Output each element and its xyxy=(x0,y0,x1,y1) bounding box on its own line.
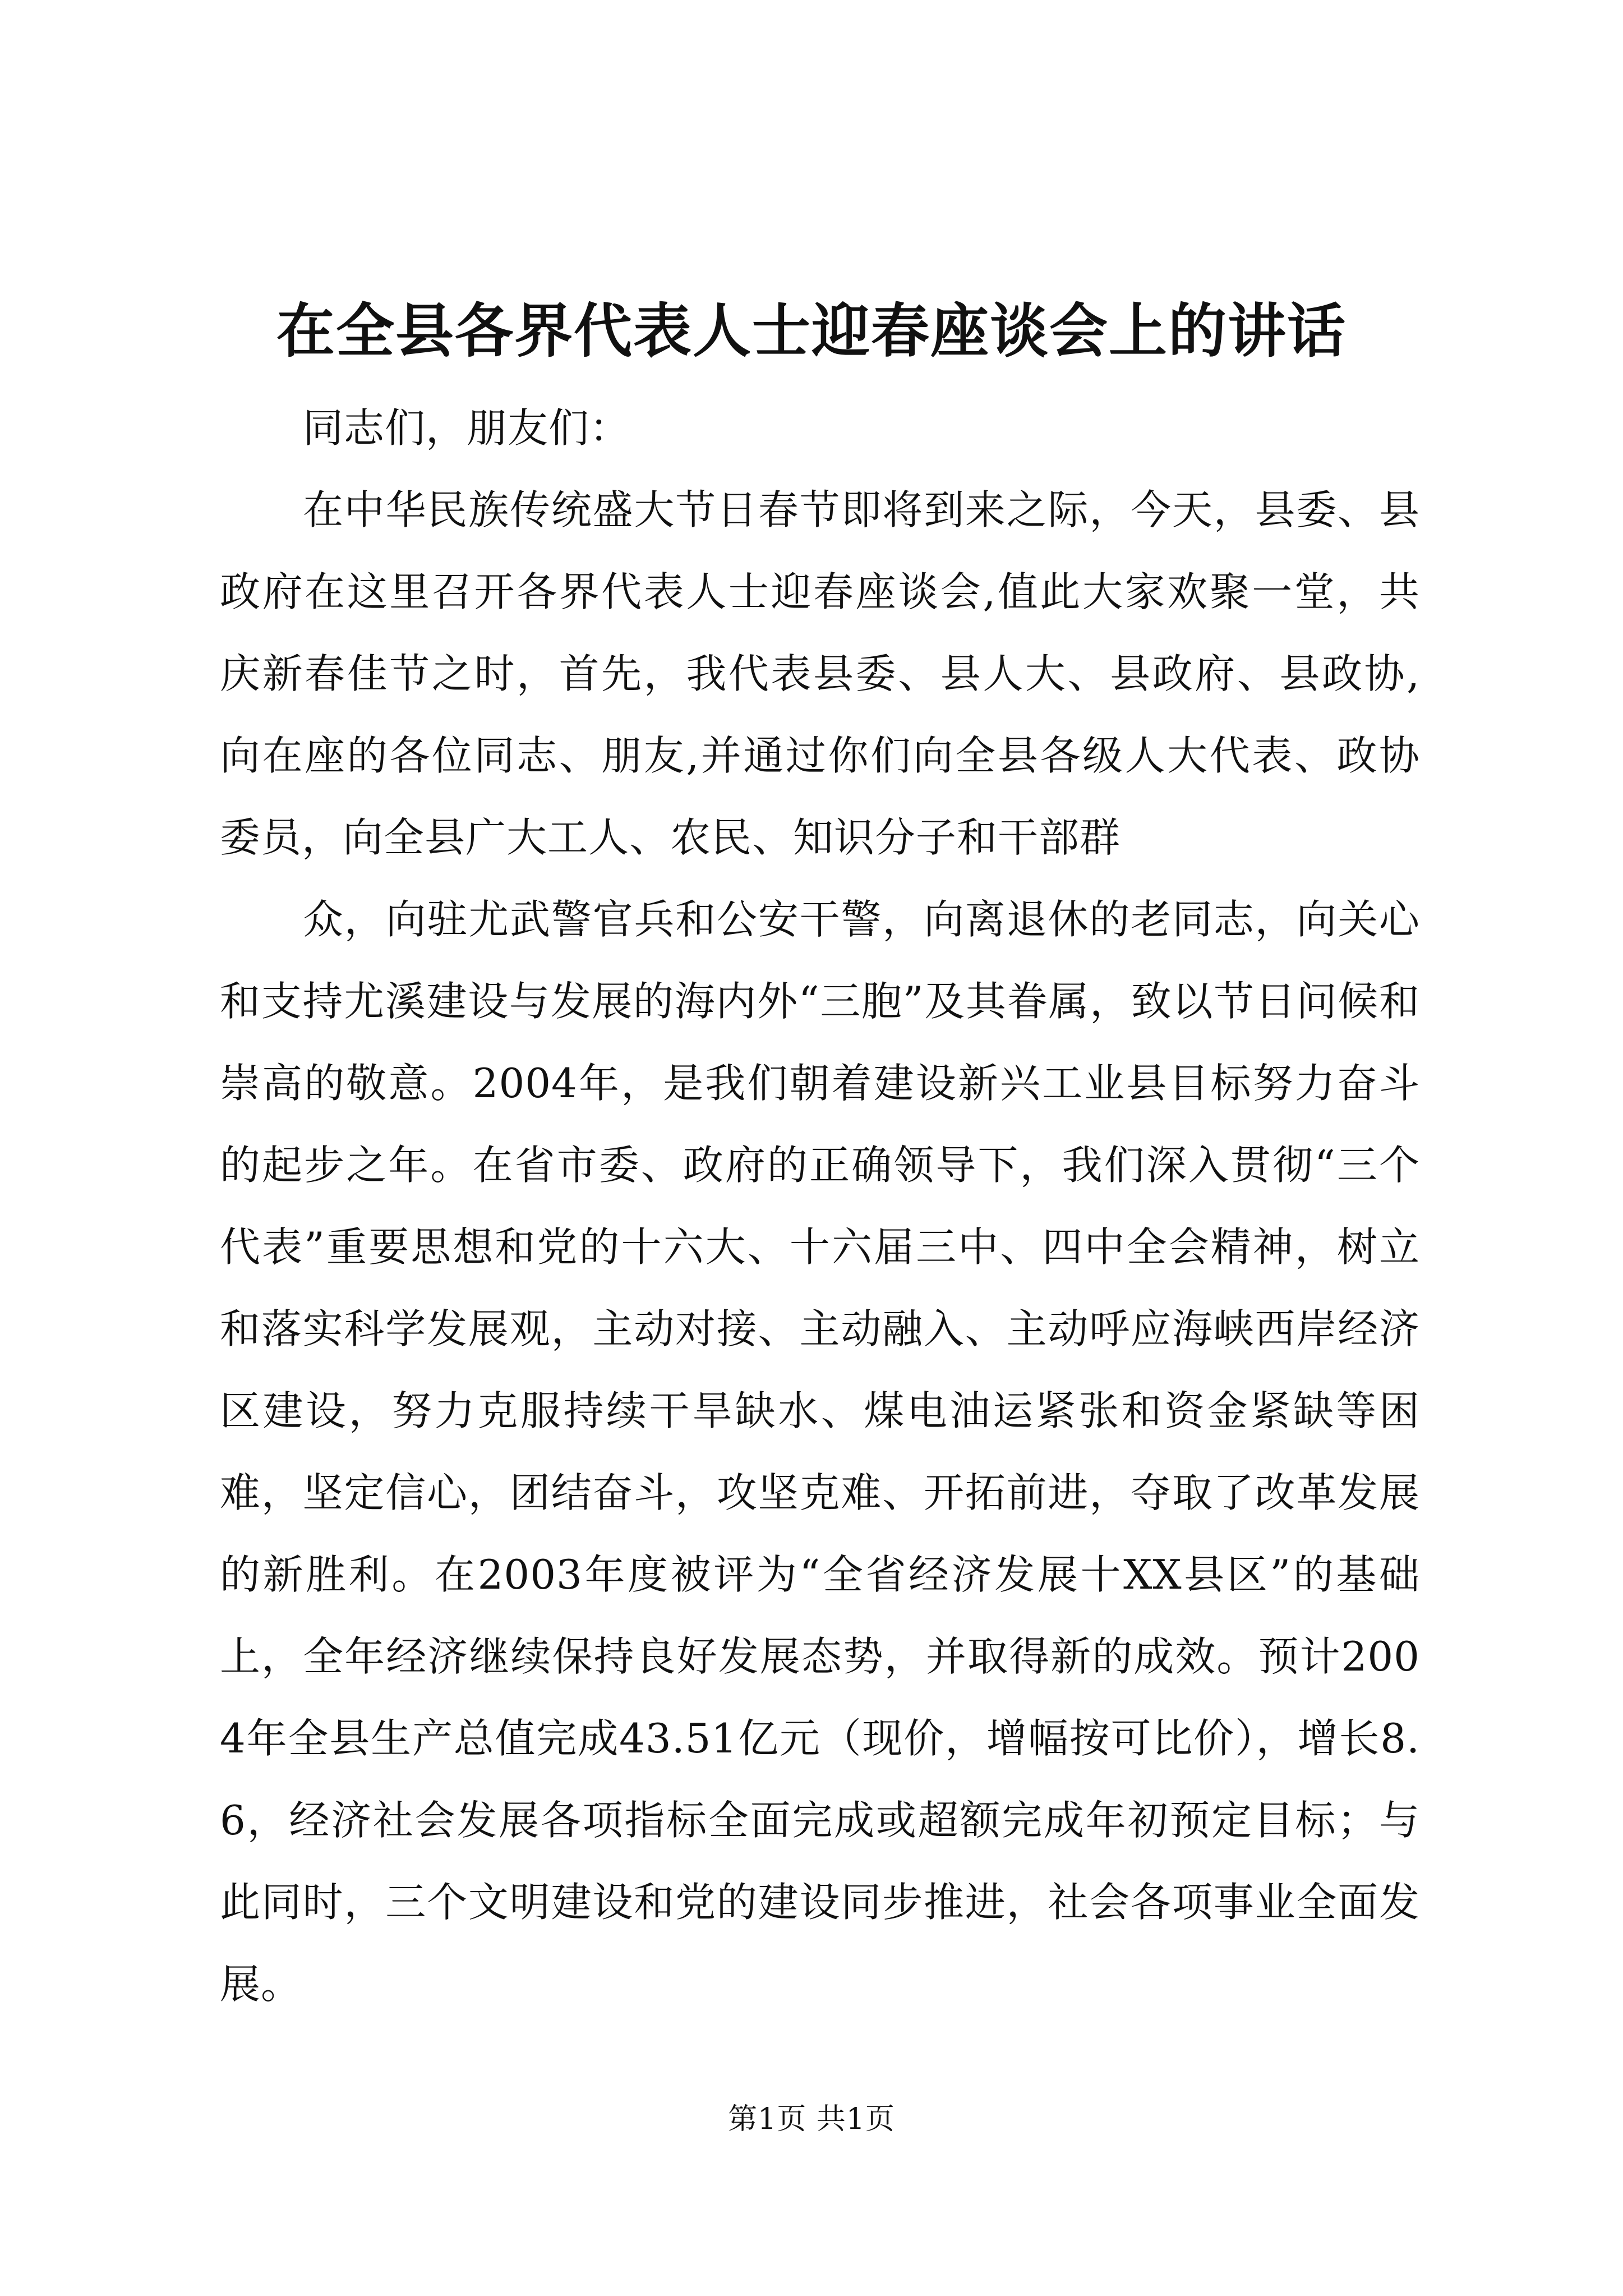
document-title: 在全县各界代表人士迎春座谈会上的讲话 xyxy=(276,296,1347,365)
paragraph-greeting: 在中华民族传统盛大节日春节即将到来之际，今天，县委、县政府在这里召开各界代表人士迎春座谈会,值此大家欢聚一堂，共庆新春佳节之时，首先，我代表县委、县人大、县政府、县政协,向在座的各位同志、朋友,并通过你们向全县各级人大代表、政协委员，向全县广大工人、农民、知识分子和干部群 xyxy=(220,486,1420,861)
paragraph-review: 众，向驻尤武警官兵和公安干警，向离退休的老同志，向关心和支持尤溪建设与发展的海内外“三胞”及其眷属，致以节日问候和崇高的敬意。2004年，是我们朝着建设新兴工业县目标努力奋斗的起步之年。在省市委、政府的正确领导下，我们深入贯彻“三个代表”重要思想和党的十六大、十六届三中、四中全会精神，树立和落实科学发展观，主动对接、主动融入、主动呼应海峡西岸经济区建设，努力克服持续干旱缺水、煤电油运紧张和资金紧缺等困难，坚定信心，团结奋斗，攻坚克难、开拓前进，夺取了改革发展的新胜利。在2003年度被评为“全省经济发展十XX县区”的基础上，全年经济继续保持良好发展态势，并取得新的成效。预计2004年全县生产总值完成43.51亿元（现价，增幅按可比价），增长8.6，经济社会发展各项指标全面完成或超额完成年初预定目标；与此同时，三个文明建设和党的建设同步推进，社会各项事业全面发展。 xyxy=(220,896,1420,2008)
document-body xyxy=(220,387,1420,2025)
page-number-footer: 第1页 共1页 xyxy=(728,2102,895,2136)
paragraph-salutation: 同志们，朋友们： xyxy=(303,404,631,452)
